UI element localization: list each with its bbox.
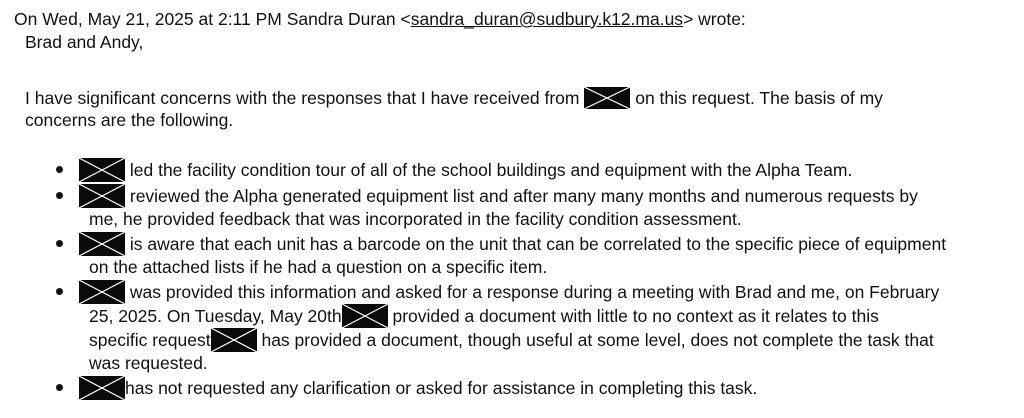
salutation: Brad and Andy, xyxy=(25,32,144,52)
bullet-4-line-4: was requested. xyxy=(89,353,208,373)
bullet-icon xyxy=(56,288,63,295)
redaction-box xyxy=(211,328,257,352)
bullet-icon xyxy=(56,384,63,391)
bullet-icon xyxy=(56,192,63,199)
intro-line-1 xyxy=(25,87,985,109)
bullet-3-line-1: is aware that each unit has a barcode on the unit that can be correlated to the specific piece of equipment xyxy=(125,234,947,254)
list-item xyxy=(56,184,1006,230)
bullet-5-line-1: has not requested any clarification or asked for assistance in completing this task. xyxy=(125,378,758,398)
redaction-box xyxy=(79,280,125,304)
bullet-4-line-2b: provided a document with little to no context as it relates to this xyxy=(387,306,879,326)
list-item xyxy=(56,280,1006,374)
redaction-box xyxy=(342,304,388,328)
list-item xyxy=(56,158,1006,182)
sender-email-link[interactable]: sandra_duran@sudbury.k12.ma.us xyxy=(410,9,684,29)
header-suffix: > wrote: xyxy=(683,9,746,29)
bullet-4-line-1: was provided this information and asked for a response during a meeting with Brad and me, on February xyxy=(125,282,940,302)
redaction-box xyxy=(584,87,630,109)
intro-text-b: on this request. The basis of my xyxy=(630,88,883,108)
bullet-3-line-2: on the attached lists if he had a question on a specific item. xyxy=(89,257,548,277)
bullet-4-line-3b: has provided a document, though useful at some level, does not complete the task that xyxy=(256,330,934,350)
intro-paragraph xyxy=(25,87,985,131)
intro-text-a: I have significant concerns with the responses that I have received from xyxy=(25,88,580,108)
bullet-2-line-1: reviewed the Alpha generated equipment list and after many many months and numerous requests by xyxy=(125,186,918,206)
header-prefix: On Wed, May 21, 2025 at 2:11 PM Sandra Duran < xyxy=(14,9,411,29)
bullet-1-line-1: led the facility condition tour of all of the school buildings and equipment with the Alpha Team. xyxy=(125,160,853,180)
intro-line-2: concerns are the following. xyxy=(25,110,234,130)
redaction-box xyxy=(79,184,125,208)
bullet-4-line-3a: specific request xyxy=(89,330,211,350)
redaction-box xyxy=(79,376,125,400)
email-quote-header xyxy=(14,8,746,30)
list-item xyxy=(56,376,1006,400)
redaction-box xyxy=(79,232,125,256)
concerns-list xyxy=(56,158,1006,402)
bullet-4-line-2a: 25, 2025. On Tuesday, May 20th xyxy=(89,306,342,326)
bullet-icon xyxy=(56,240,63,247)
redaction-box xyxy=(79,158,125,182)
bullet-icon xyxy=(56,166,63,173)
list-item xyxy=(56,232,1006,278)
bullet-2-line-2: me, he provided feedback that was incorporated in the facility condition assessment. xyxy=(89,209,742,229)
